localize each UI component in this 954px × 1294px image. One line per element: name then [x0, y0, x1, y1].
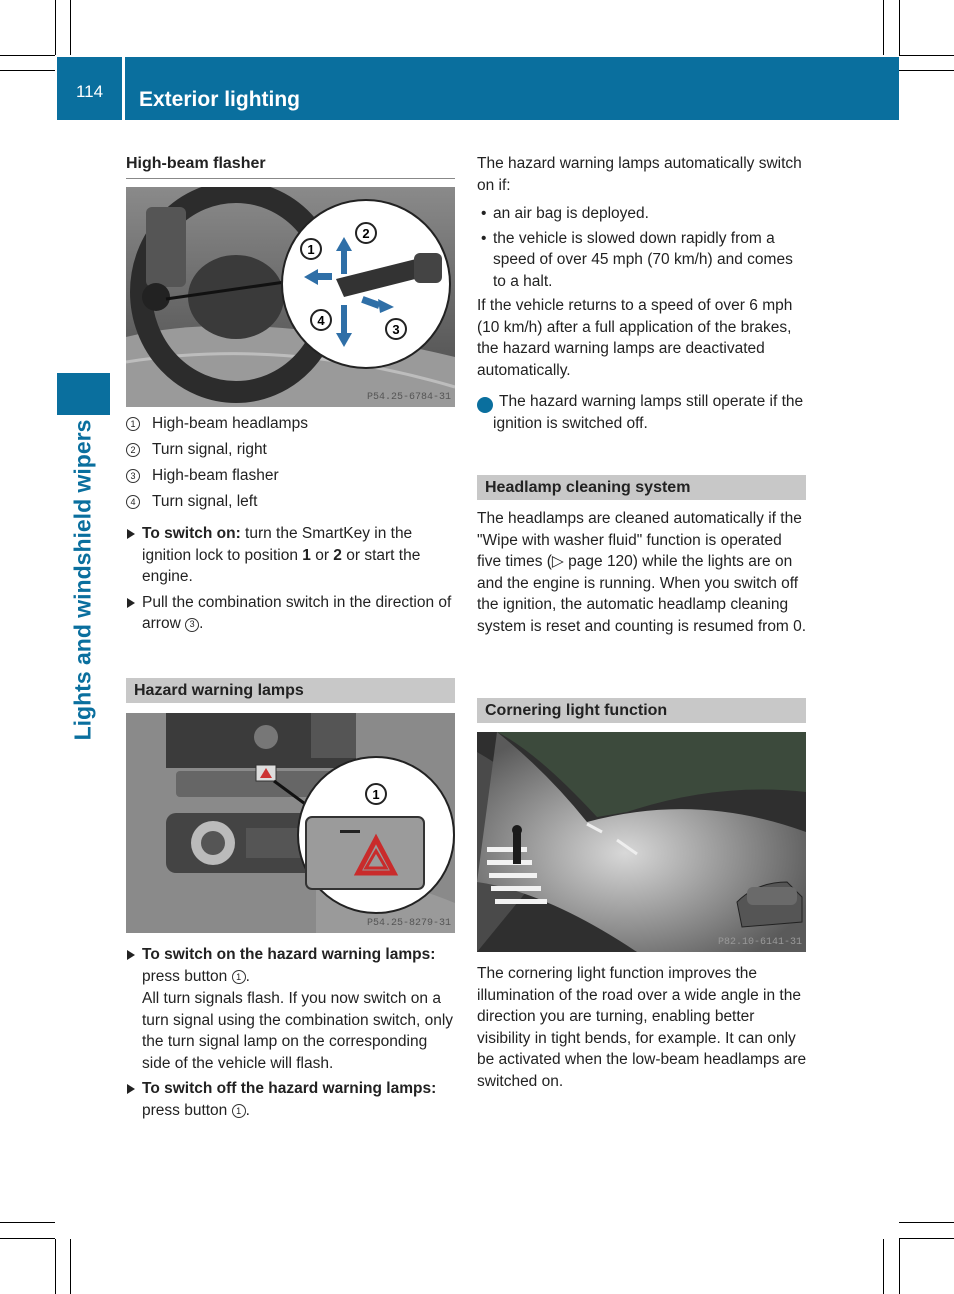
console-illustration	[126, 713, 455, 933]
crop-mark	[0, 1238, 55, 1239]
high-beam-figure	[126, 187, 455, 407]
svg-text:1: 1	[307, 242, 315, 257]
step-label: To switch on:	[142, 525, 241, 542]
instruction-step	[126, 523, 456, 588]
info-note	[469, 391, 809, 434]
intro-text: The hazard warning lamps automatically switch on if:	[477, 155, 802, 194]
body-paragraph: The headlamps are cleaned automatically if the "Wipe with washer fluid" function is operated five times (▷ page 120) while the lights are on and the engine is running. When you switch off the ignition, the automatic headlamp cleaning system is reset and counting is resumed from 0.	[477, 510, 807, 635]
page-title: Exterior lighting	[139, 88, 301, 111]
legend-item	[126, 413, 456, 439]
svg-text:3: 3	[392, 322, 400, 337]
info-icon: i	[477, 397, 493, 413]
instruction-step	[126, 944, 456, 1074]
crop-mark	[899, 1239, 900, 1294]
figure-code: P54.25-6784-31	[366, 392, 451, 403]
legend-text: Turn signal, right	[152, 441, 267, 458]
figure-code: P54.25-8279-31	[366, 918, 451, 929]
crop-mark	[899, 0, 900, 55]
figure-code: P82.10-6141-31	[717, 937, 802, 948]
step-arrow-icon	[127, 1084, 135, 1094]
crop-mark	[899, 70, 954, 71]
steering-illustration	[126, 187, 455, 407]
left-column	[126, 153, 455, 179]
body-paragraph: The cornering light function improves the illumination of the road over a wide angle in the direction you are turning, enabling better visibility in tight bends, for example. It can only be activated when the low-beam headlamps are switched on.	[477, 965, 807, 1090]
step-text: .	[199, 615, 204, 632]
instruction-step	[126, 1078, 456, 1121]
legend-item	[126, 465, 456, 491]
section-heading: Cornering light function	[477, 698, 806, 723]
crop-mark	[70, 1239, 71, 1294]
legend-item	[126, 491, 456, 517]
step-label: To switch off the hazard warning lamps:	[142, 1080, 437, 1097]
side-tab-marker	[57, 373, 110, 415]
position-number: 2	[333, 546, 342, 564]
step-arrow-icon	[127, 950, 135, 960]
step-text: or start the engine.	[142, 546, 421, 585]
step-text: Pull the combination switch in the direction of arrow	[142, 593, 452, 632]
bullet-item: • the vehicle is slowed down rapidly from a speed of over 45 mph (70 km/h) and comes to a halt.	[477, 228, 809, 293]
step-text: press button	[142, 967, 232, 985]
svg-text:1: 1	[372, 787, 380, 802]
crop-mark	[899, 1222, 954, 1223]
callout-number: 3	[185, 618, 199, 632]
callout-number: 2	[126, 443, 140, 457]
crop-mark	[0, 55, 55, 56]
step-text: .	[245, 1101, 250, 1119]
legend-item	[126, 439, 456, 465]
step-text: .	[245, 967, 250, 985]
position-number: 1	[302, 546, 311, 564]
legend-text: High-beam headlamps	[152, 415, 308, 432]
callout-number: 3	[126, 469, 140, 483]
step-arrow-icon	[127, 529, 135, 539]
step-text: turn the SmartKey in the ignition lock to position	[142, 525, 413, 564]
legend-text: High-beam flasher	[152, 467, 279, 484]
road-illustration	[477, 732, 806, 952]
crop-mark	[883, 0, 884, 55]
section-heading: Headlamp cleaning system	[477, 475, 806, 500]
callout-number: 4	[126, 495, 140, 509]
svg-text:2: 2	[362, 226, 370, 241]
bullet-item: • an air bag is deployed.	[477, 203, 809, 225]
crop-mark	[0, 70, 55, 71]
page-number: 114	[57, 57, 125, 120]
crop-mark	[70, 0, 71, 55]
callout-number: 1	[126, 417, 140, 431]
crop-mark	[55, 0, 56, 55]
cornering-figure	[477, 732, 806, 952]
crop-mark	[899, 55, 954, 56]
cornering-section	[477, 698, 809, 723]
body-paragraph: If the vehicle returns to a speed of over 6 mph (10 km/h) after a full application of the brakes, the hazard warning lamps are deactivated automatically.	[477, 297, 793, 379]
step-text: press button	[142, 1101, 232, 1119]
right-column	[469, 153, 809, 434]
crop-mark	[883, 1239, 884, 1294]
step-arrow-icon	[127, 598, 135, 608]
crop-mark	[899, 1238, 954, 1239]
svg-text:4: 4	[317, 313, 325, 328]
section-heading: Hazard warning lamps	[126, 678, 455, 703]
crop-mark	[55, 1239, 56, 1294]
step-text: or	[310, 546, 334, 564]
chapter-label: Lights and windshield wipers	[69, 419, 96, 741]
high-beam-text	[126, 413, 456, 639]
crop-mark	[0, 1222, 55, 1223]
hazard-section	[126, 678, 455, 703]
hazard-figure	[126, 713, 455, 933]
instruction-step	[126, 592, 456, 635]
subsection-heading: High-beam flasher	[126, 153, 455, 179]
callout-number: 1	[232, 1104, 246, 1118]
hazard-steps	[126, 944, 456, 1125]
step-label: To switch on the hazard warning lamps:	[142, 946, 436, 963]
headlamp-section	[477, 475, 809, 637]
callout-number: 1	[232, 970, 246, 984]
step-detail: All turn signals flash. If you now switch on a turn signal using the combination switch, only the turn signal lamp on the corresponding side of the vehicle will flash.	[142, 990, 454, 1072]
cornering-text	[477, 963, 809, 1092]
legend-text: Turn signal, left	[152, 493, 258, 510]
info-text: The hazard warning lamps still operate if the ignition is switched off.	[493, 393, 804, 432]
